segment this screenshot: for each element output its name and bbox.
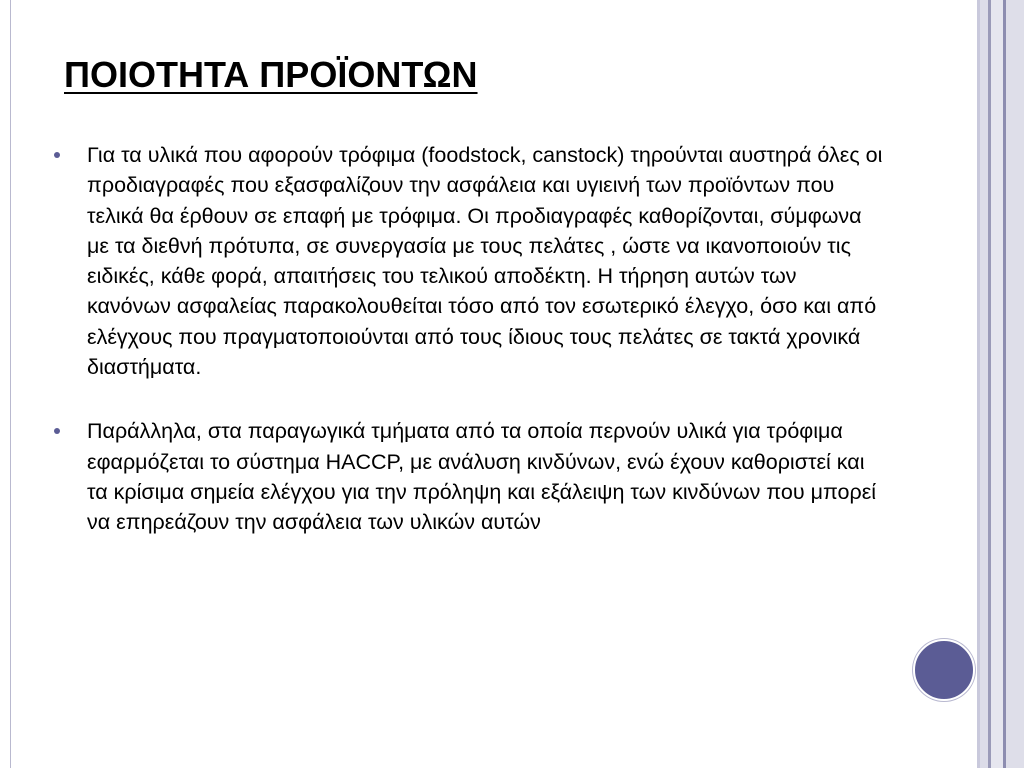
bullet-icon xyxy=(54,428,60,434)
decorative-stripe xyxy=(991,0,1003,768)
left-border-line xyxy=(10,0,11,768)
decorative-stripe xyxy=(980,0,988,768)
bullet-item xyxy=(54,416,884,537)
decorative-circle-icon xyxy=(913,639,975,701)
bullet-text: Παράλληλα, στα παραγωγικά τμήματα από τα οποία περνούν υλικά για τρόφιμα εφαρμόζεται το σύστημα HACCP, με ανάλυση κινδύνων, ενώ έχουν καθοριστεί και τα κρίσιμα σημεία ελέγχου για την πρόληψη και εξάλειψη των κινδύνων που μπορεί να επηρεάζουν την ασφάλεια των υλικών αυτών xyxy=(87,419,877,535)
slide-title: ΠΟΙΟΤΗΤΑ ΠΡΟΪΟΝΤΩΝ xyxy=(64,54,478,95)
bullet-list xyxy=(54,140,884,538)
decorative-stripe xyxy=(1006,0,1024,768)
bullet-item xyxy=(54,140,884,382)
bullet-icon xyxy=(54,152,60,158)
bullet-text: Για τα υλικά που αφορούν τρόφιμα (foodstock, canstock) τηρούνται αυστηρά όλες οι προδιαγραφές που εξασφαλίζουν την ασφάλεια και υγιεινή των προϊόντων που τελικά θα έρθουν σε επαφή με τρόφιμα. Οι προδιαγραφές καθορίζονται, σύμφωνα με τα διεθνή πρότυπα, σε συνεργασία με τους πελάτες , ώστε να ικανοποιούν τις ειδικές, κάθε φορά, απαιτήσεις του τελικού αποδέκτη. Η τήρηση αυτών των κανόνων ασφαλείας παρακολουθείται τόσο από τον εσωτερικό έλεγχο, όσο και από ελέγχους που πραγματοποιούνται από τους ίδιους τους πελάτες σε τακτά χρονικά διαστήματα. xyxy=(87,143,883,380)
